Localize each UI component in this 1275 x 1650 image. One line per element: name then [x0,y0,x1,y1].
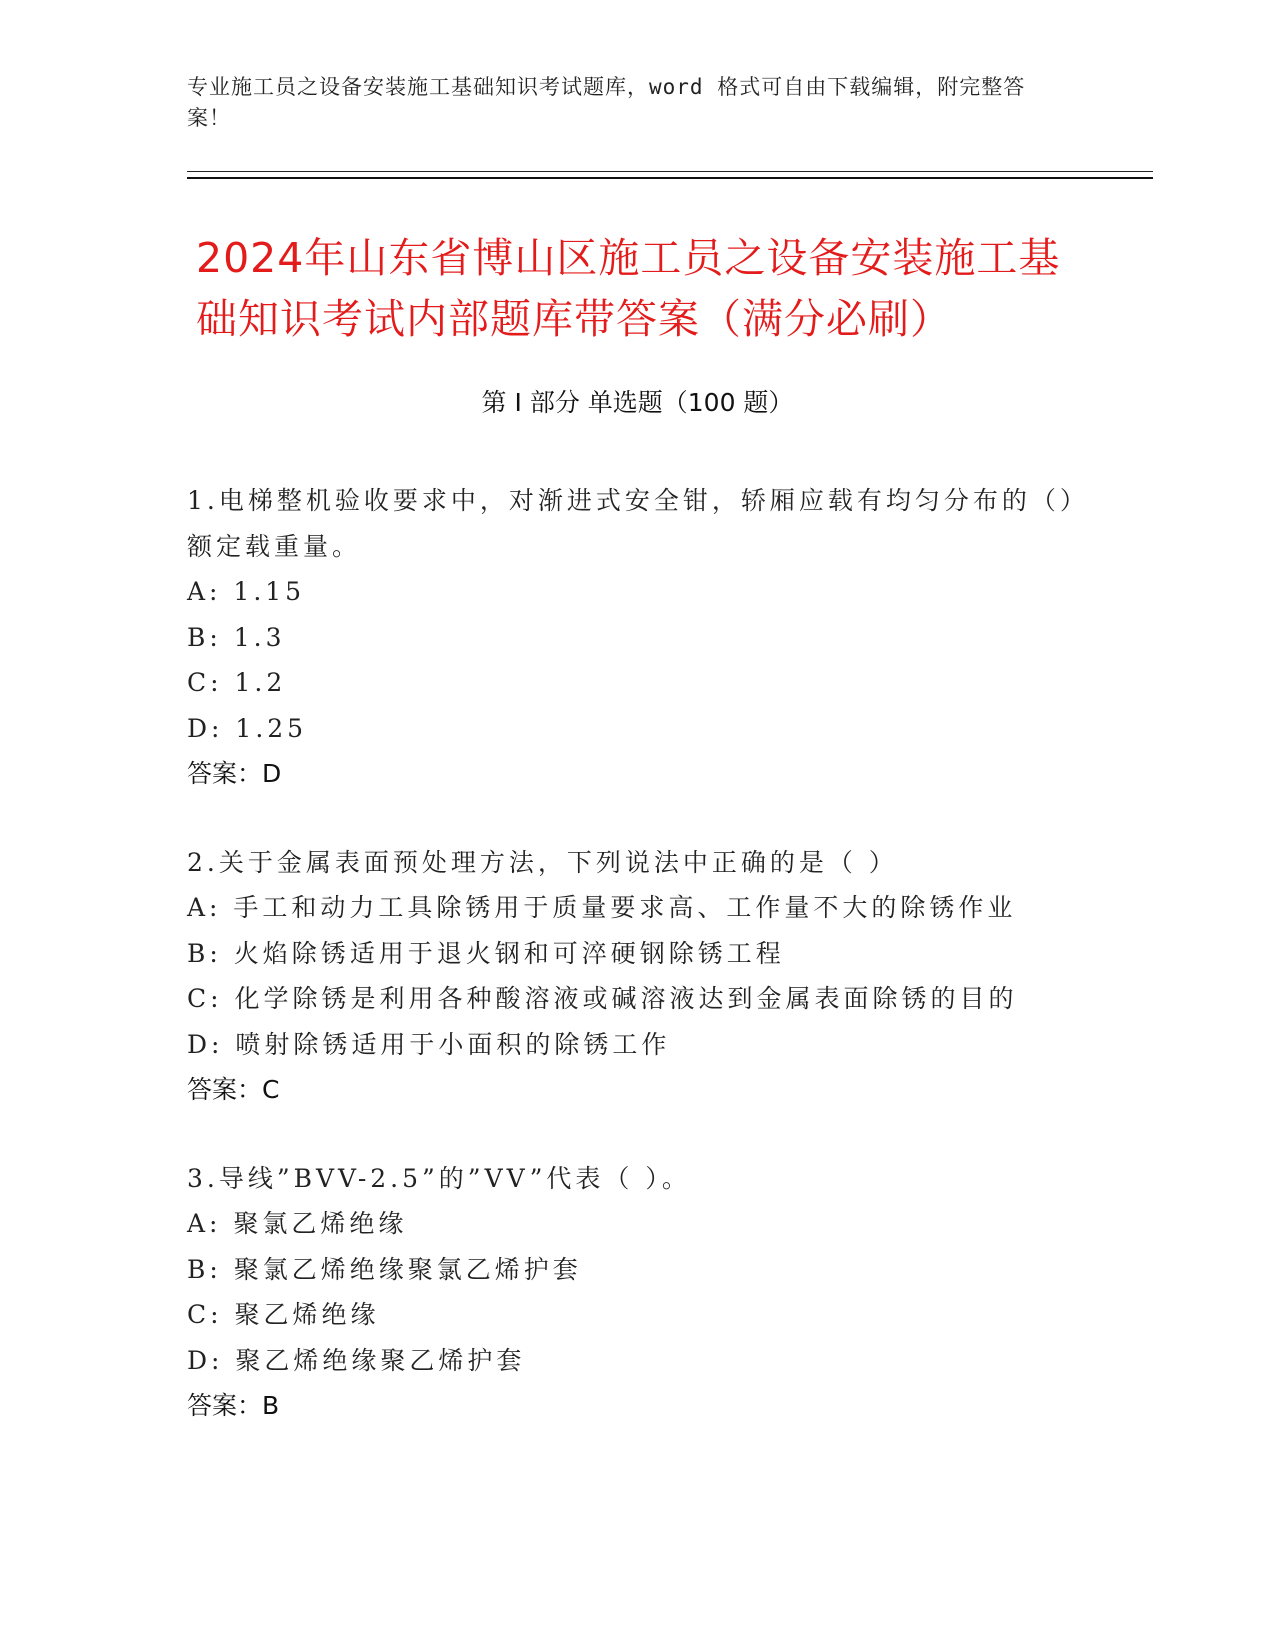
option-c: C: 化学除锈是利用各种酸溶液或碱溶液达到金属表面除锈的目的 [187,984,1018,1013]
question-stem: 2.关于金属表面预处理方法，下列说法中正确的是（ ） [187,847,898,877]
header-note: 专业施工员之设备安装施工基础知识考试题库，word 格式可自由下载编辑，附完整答案！ [187,75,1026,130]
header-divider-thin [187,171,1153,172]
question-1 [187,478,1087,797]
option-c: C: 1.2 [187,668,287,697]
answer: 答案：D [187,759,282,788]
header-divider-thick [187,177,1153,179]
option-a: A: 聚氯乙烯绝缘 [187,1209,408,1238]
question-stem: 3.导线”BVV-2.5”的”VV”代表（ ）。 [187,1163,691,1193]
option-a: A: 1.15 [187,577,306,606]
option-b: B: 聚氯乙烯绝缘聚氯乙烯护套 [187,1254,582,1284]
option-d: D: 1.25 [187,713,308,743]
document-title: 2024年山东省博山区施工员之设备安装施工基础知识考试内部题库带答案（满分必刷） [196,234,1061,343]
question-list [187,478,1087,1472]
option-b: B: 火焰除锈适用于退火钢和可淬硬钢除锈工程 [187,938,785,968]
section-heading: 第 I 部分 单选题（100 题） [481,388,794,417]
answer: 答案：C [187,1075,280,1104]
answer: 答案：B [187,1391,280,1420]
option-d: D: 聚乙烯绝缘聚乙烯护套 [187,1345,526,1375]
question-3 [187,1156,1087,1429]
option-c: C: 聚乙烯绝缘 [187,1300,380,1329]
question-2 [187,840,1087,1113]
option-d: D: 喷射除锈适用于小面积的除锈工作 [187,1029,671,1059]
option-a: A: 手工和动力工具除锈用于质量要求高、工作量不大的除锈作业 [187,893,1017,922]
option-b: B: 1.3 [187,622,286,652]
question-stem: 1.电梯整机验收要求中，对渐进式安全钳，轿厢应载有均匀分布的（）额定载重量。 [187,486,1077,561]
